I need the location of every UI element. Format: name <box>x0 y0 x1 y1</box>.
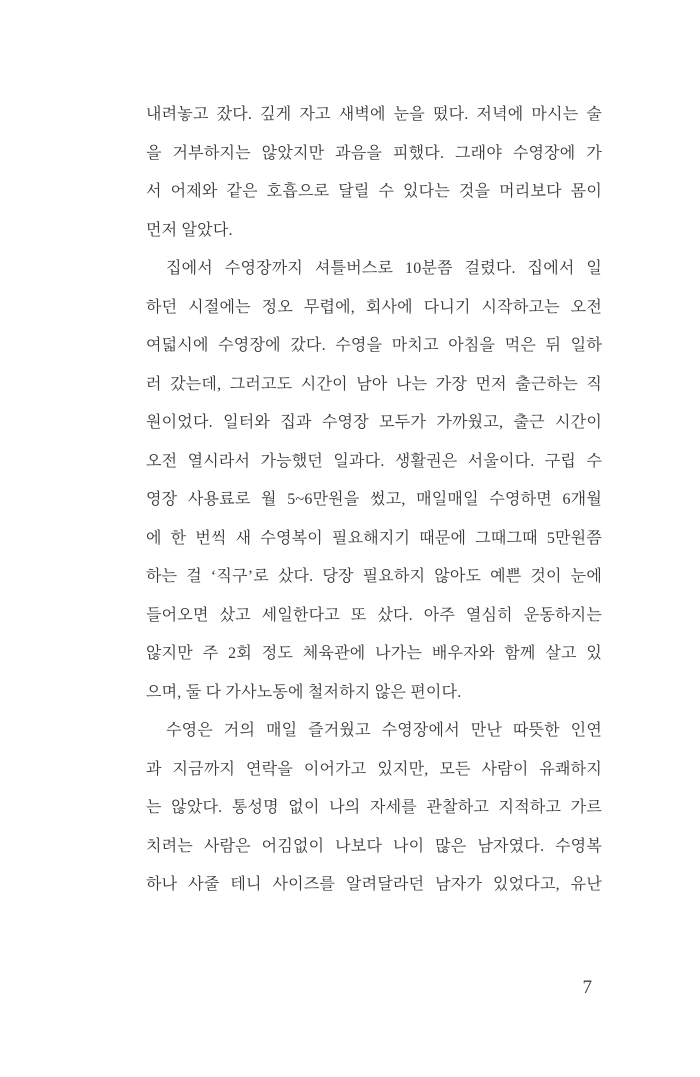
text-line: 하던 시절에는 정오 무렵에, 회사에 다니기 시작하고는 오전 <box>146 298 602 316</box>
text-line: 원이었다. 일터와 집과 수영장 모두가 가까웠고, 출근 시간이 <box>146 414 602 431</box>
text-line: 러 갔는데, 그러고도 시간이 남아 나는 가장 먼저 출근하는 직 <box>146 375 602 393</box>
text-line: 으며, 둘 다 가사노동에 철저하지 않은 편이다. <box>146 683 462 701</box>
body-text <box>146 96 602 905</box>
text-line: 들어오면 샀고 세일한다고 또 샀다. 아주 열심히 운동하지는 <box>146 606 602 624</box>
text-line: 하는 걸 ‘직구’로 샀다. 당장 필요하지 않아도 예쁜 것이 눈에 <box>146 568 602 585</box>
text-line: 오전 열시라서 가능했던 일과다. 생활권은 서울이다. 구립 수 <box>146 452 602 470</box>
text-line: 영장 사용료로 월 5~6만원을 썼고, 매일매일 수영하면 6개월 <box>146 491 602 508</box>
text-line: 에 한 번씩 새 수영복이 필요해지기 때문에 그때그때 5만원쯤 <box>146 529 602 547</box>
text-line: 을 거부하지는 않았지만 과음을 피했다. 그래야 수영장에 가 <box>146 144 602 162</box>
page-number: 7 <box>582 977 592 998</box>
text-line: 않지만 주 2회 정도 체육관에 나가는 배우자와 함께 살고 있 <box>146 645 602 662</box>
text-line: 서 어제와 같은 호흡으로 달릴 수 있다는 것을 머리보다 몸이 <box>146 183 602 200</box>
text-line: 치려는 사람은 어김없이 나보다 나이 많은 남자였다. 수영복 <box>146 837 602 855</box>
text-line: 과 지금까지 연락을 이어가고 있지만, 모든 사람이 유쾌하지 <box>146 760 602 778</box>
text-line: 내려놓고 잤다. 깊게 자고 새벽에 눈을 떴다. 저녁에 마시는 술 <box>146 106 602 123</box>
text-line: 먼저 알았다. <box>146 221 233 239</box>
text-line: 여덟시에 수영장에 갔다. 수영을 마치고 아침을 먹은 뒤 일하 <box>146 337 602 354</box>
text-line: 하나 사줄 테니 사이즈를 알려달라던 남자가 있었다고, 유난 <box>146 876 602 893</box>
text-line: 수영은 거의 매일 즐거웠고 수영장에서 만난 따뜻한 인연 <box>166 722 602 739</box>
text-line: 는 않았다. 통성명 없이 나의 자세를 관찰하고 지적하고 가르 <box>146 799 602 816</box>
text-line: 집에서 수영장까지 셔틀버스로 10분쯤 걸렸다. 집에서 일 <box>166 260 602 277</box>
